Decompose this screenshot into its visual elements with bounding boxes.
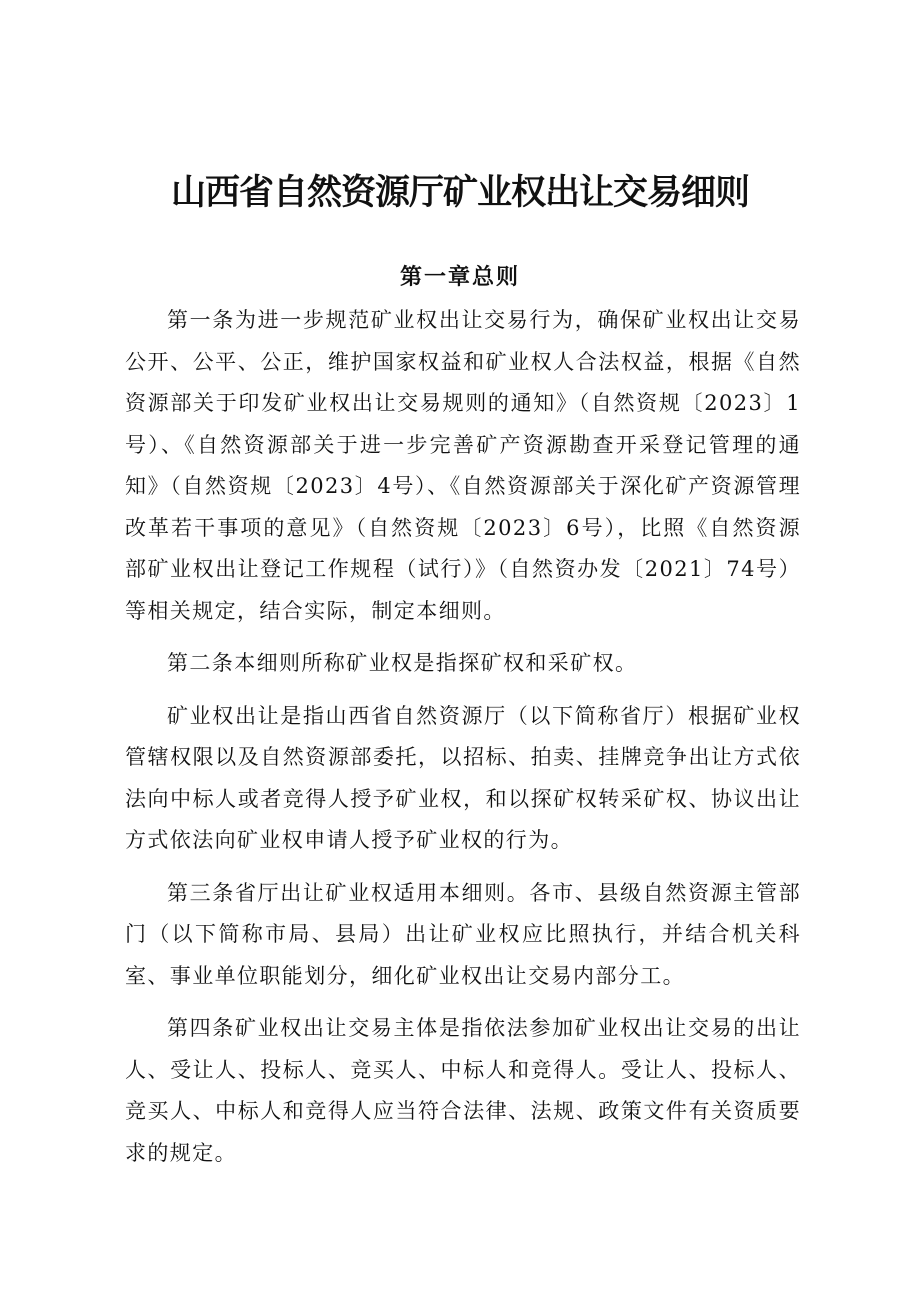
document-body <box>125 300 801 1185</box>
paragraph-article-1: 第一条为进一步规范矿业权出让交易行为，确保矿业权出让交易公开、公平、公正，维护国家权益和矿业权人合法权益，根据《自然资源部关于印发矿业权出让交易规则的通知》（自然资规〔2023〕1号）、《自然资源部关于进一步完善矿产资源勘查开采登记管理的通知》（自然资规〔2023〕4号）、《自然资源部关于深化矿产资源管理改革若干事项的意见》（自然资规〔2023〕6号），比照《自然资源部矿业权出让登记工作规程（试行）》（自然资办发〔2021〕74号）等相关规定，结合实际，制定本细则。 <box>125 308 801 623</box>
paragraph-mining-right-transfer-definition: 矿业权出让是指山西省自然资源厅（以下简称省厅）根据矿业权管辖权限以及自然资源部委托，以招标、拍卖、挂牌竞争出让方式依法向中标人或者竞得人授予矿业权，和以探矿权转采矿权、协议出让方式依法向矿业权申请人授予矿业权的行为。 <box>125 703 801 852</box>
chapter-heading: 第一章总则 <box>399 264 520 290</box>
paragraph-article-3: 第三条省厅出让矿业权适用本细则。各市、县级自然资源主管部门（以下简称市局、县局）出让矿业权应比照执行，并结合机关科室、事业单位职能划分，细化矿业权出让交易内部分工。 <box>125 880 801 988</box>
document-title: 山西省自然资源厅矿业权出让交易细则 <box>170 173 749 213</box>
paragraph-article-2: 第二条本细则所称矿业权是指探矿权和采矿权。 <box>167 651 638 675</box>
paragraph-article-4: 第四条矿业权出让交易主体是指依法参加矿业权出让交易的出让人、受让人、投标人、竞买人、中标人和竞得人。受让人、投标人、竞买人、中标人和竞得人应当符合法律、法规、政策文件有关资质要求的规定。 <box>125 1016 801 1165</box>
